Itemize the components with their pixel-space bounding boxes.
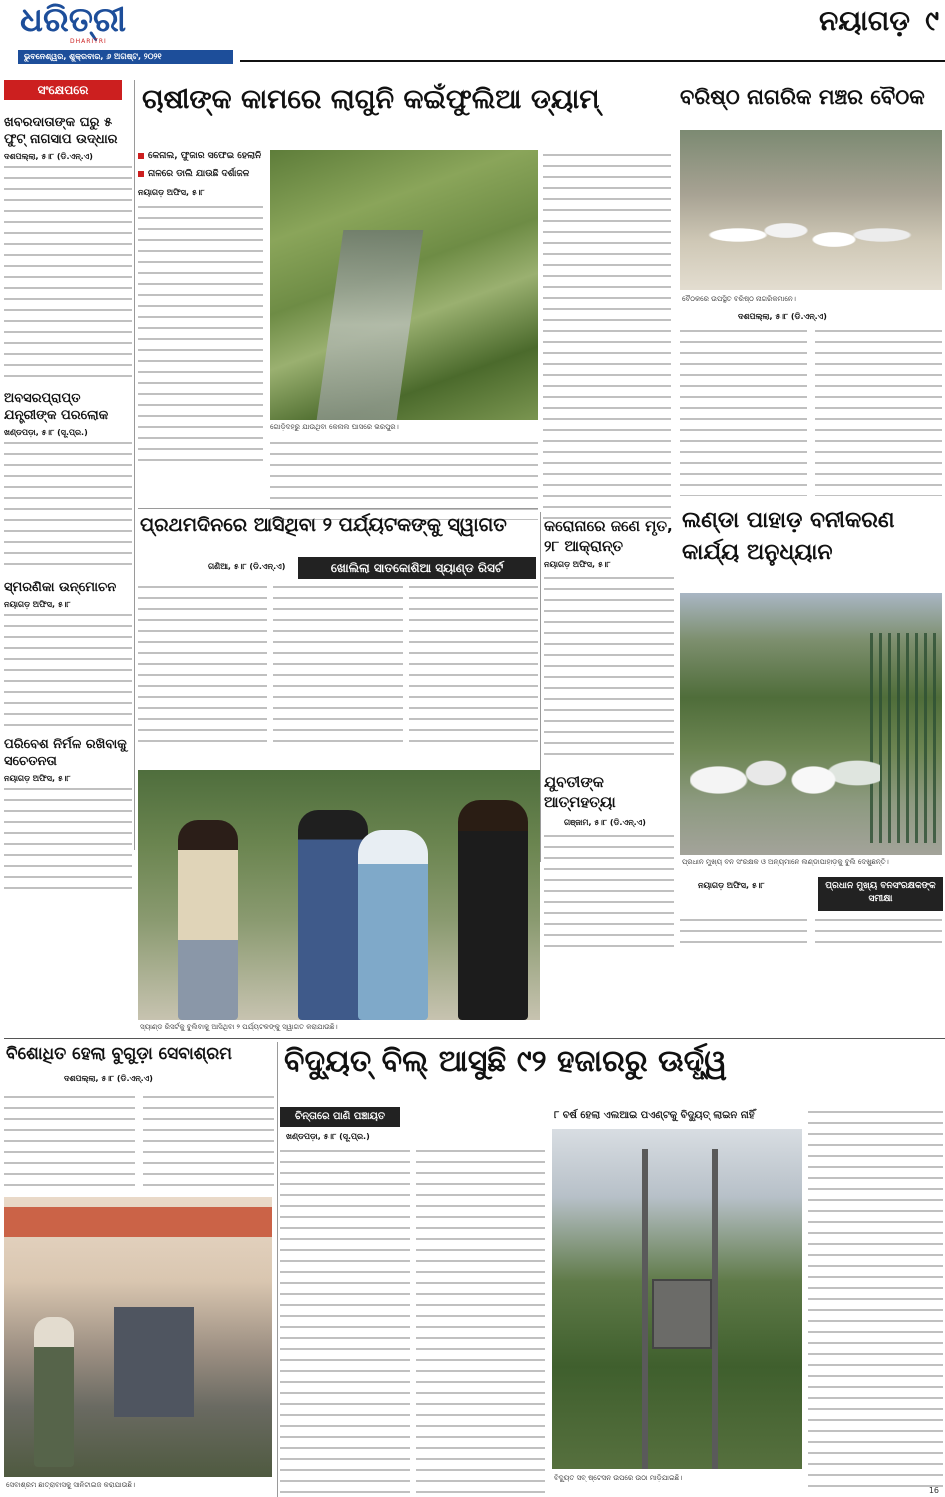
sevashram-headline: ବିଶୋଧିତ ହେଲା ବୁଗୁଡ଼ା ସେବାଶ୍ରମ [6, 1044, 232, 1064]
bill-pole-left [642, 1149, 648, 1469]
dam-bullet-2 [138, 168, 263, 180]
elders-body-col1 [680, 326, 807, 496]
sevashram-photo-caption: ସେବାଶ୍ରମ ଛାତ୍ରାବାସକୁ ସାନିଟାଇଜ କରାଯାଉଛି। [6, 1481, 136, 1489]
tourist-body-col2 [273, 582, 402, 742]
tourist-subhead: ଖୋଲିଲା ସାତକୋଶିଆ ସ୍ୟାଣ୍ଡ ରିସର୍ଟ [298, 557, 536, 579]
afforestation-photo [680, 593, 942, 855]
afforestation-body [680, 915, 942, 950]
dam-body-col1 [138, 202, 263, 462]
tourist-photo-caption: ସ୍ୟାଣ୍ଡ ରିସର୍ଟକୁ ବୁଲିବାକୁ ଆସିଥିବା ୨ ପର୍ଯ୍ୟଟକଙ୍କୁ ସ୍ୱାଗତ କରାଯାଉଛି। [140, 1023, 338, 1031]
brief-4-dateline: ନୟାଗଡ଼ ଅଫିସ, ୫।୮ [4, 774, 71, 783]
afforestation-group [690, 703, 880, 843]
brief-1-dateline: ଦଶପଲ୍ଲା, ୫।୮ (ଡି.ଏନ୍.ଏ) [4, 152, 93, 161]
logo [20, 2, 180, 46]
sevashram-photo [4, 1197, 272, 1477]
bill-photo [552, 1129, 802, 1469]
bullet-square-icon [138, 171, 144, 177]
brief-3-title: ସ୍ମରଣିକା ଉନ୍ମୋଚନ [4, 580, 117, 595]
brief-4-body [4, 784, 132, 894]
tourist-headline: ପ୍ରଥମଦିନରେ ଆସିଥିବା ୨ ପର୍ଯ୍ୟଟକଙ୍କୁ ସ୍ୱାଗତ [140, 514, 507, 536]
brief-4-title: ପରିବେଶ ନିର୍ମଳ ରଖିବାକୁ ସଚେତନତା [4, 737, 127, 769]
sevashram-dateline: ଦଶପଲ୍ଲା, ୫।୮ (ଡି.ଏନ୍.ଏ) [64, 1073, 153, 1083]
bill-body-col1 [280, 1146, 410, 1496]
sankhepare-tag: ସଂକ୍ଷେପରେ [4, 80, 122, 100]
brief-2-body [4, 438, 132, 573]
bill-body-left [280, 1146, 545, 1496]
tourist-body-col3 [409, 582, 538, 742]
elders-photo-caption: ବୈଠକରେ ଉପସ୍ଥିତ ବରିଷ୍ଠ ନାଗରିକମାନେ। [682, 295, 796, 303]
corona-dateline: ନୟାଗଡ଼ ଅଫିସ, ୫।୮ [544, 560, 611, 569]
story-bill [280, 1042, 945, 1497]
bill-tag: ଚିନ୍ତାରେ ପାଣି ପଞ୍ଚାୟତ [280, 1107, 400, 1127]
dam-bullets [138, 150, 263, 462]
sevashram-body [4, 1092, 274, 1192]
bottom-left-rule [277, 1042, 278, 1497]
tourist-dateline: ଗଣିଆ, ୫।୮ (ଡି.ଏନ୍.ଏ) [208, 562, 286, 571]
bill-photo-box [552, 1107, 802, 1497]
bill-pole-right [712, 1149, 718, 1469]
story-afforestation [678, 505, 945, 950]
elders-body [680, 326, 942, 496]
corona-headline: କରୋନାରେ ଜଣେ ମୃତ, ୨୮ ଆକ୍ରାନ୍ତ [544, 517, 673, 555]
masthead [0, 0, 945, 62]
afforestation-body-col2 [815, 915, 942, 950]
dam-body-col3 [543, 150, 671, 520]
bill-body-col2 [416, 1146, 546, 1496]
tourist-photo [138, 770, 540, 1020]
dam-dateline: ନୟାଗଡ଼ ଅଫିସ, ୫।୮ [138, 188, 205, 197]
afforestation-gate [870, 633, 940, 843]
brief-3-dateline: ନୟାଗଡ଼ ଅଫିସ, ୫।୮ [4, 600, 71, 609]
story-suicide [544, 770, 674, 940]
sevashram-body-col2 [143, 1092, 274, 1192]
brief-item-1 [4, 114, 132, 382]
elders-headline: ବରିଷ୍ଠ ନାଗରିକ ମଞ୍ଚର ବୈଠକ [680, 85, 925, 109]
elders-dateline: ଦଶପଲ୍ଲା, ୫।୮ (ଡି.ଏନ୍.ଏ) [738, 312, 827, 321]
section-name [765, 4, 945, 44]
brief-item-3 [4, 579, 132, 730]
brief-2-title: ଅବସରପ୍ରାପ୍ତ ଯନ୍ତ୍ରୀଙ୍କ ପରଲୋକ [4, 391, 109, 423]
dam-headline: ଚାଷୀଙ୍କ କାମରେ ଲାଗୁନି କଇଁଫୁଲିଆ ଡ୍ୟାମ୍ [142, 84, 600, 115]
afforestation-body-col1 [680, 915, 807, 950]
afforestation-dateline: ନୟାଗଡ଼ ଅଫିସ, ୫।୮ [698, 881, 765, 890]
suicide-body [544, 831, 674, 951]
brief-item-2 [4, 390, 132, 573]
masthead-rule [240, 60, 945, 62]
page-number: ୯ [925, 4, 939, 37]
masthead-date: ଭୁବନେଶ୍ୱର, ଶୁକ୍ରବାର, ୬ ଅଗଷ୍ଟ, ୨୦୨୧ [24, 52, 162, 61]
dam-photo-caption: ଗୋଡ଼ିଦହରୁ ଯାଉଥିବା କେନାଲ ଘାସରେ ଭରପୁର। [270, 423, 399, 431]
rule-mid-1 [138, 508, 538, 509]
sevashram-worker [34, 1317, 74, 1467]
bill-transformer [652, 1279, 712, 1349]
sevashram-doorway [114, 1307, 194, 1417]
sevashram-body-col1 [4, 1092, 135, 1192]
story-sevashram [4, 1042, 274, 1482]
bill-photo-headline: ୮ ବର୍ଷ ହେଲା ଏଲଆଇ ପଏଣ୍ଟକୁ ବିଦ୍ୟୁତ୍ ଲାଇନ ନାହିଁ [554, 1110, 755, 1121]
brief-1-body [4, 162, 132, 382]
sevashram-signboard [4, 1207, 272, 1237]
dam-bullet-1-text: କେନାଲ, ଫୁଜାର ସଫେଇ ହେଲାନି [148, 151, 262, 161]
story-corona [544, 512, 674, 767]
dam-bullet-1 [138, 150, 263, 162]
corona-rule [540, 512, 541, 862]
dam-bullet-2-text: ନାଳରେ ଡାଲି ଯାଉଛି ଦର୍ଶାଜଳ [148, 169, 250, 179]
elders-photo [680, 130, 942, 290]
bill-dateline: ଖଣ୍ଡପଡ଼ା, ୫।୮ (ସୂ.ପ୍ର.) [286, 1132, 370, 1141]
dateline-bar [18, 50, 233, 64]
tourist-body-col1 [138, 582, 267, 742]
story-dam [138, 80, 673, 525]
bill-body-right [808, 1107, 943, 1492]
corona-body [544, 573, 674, 763]
dam-water-channel [317, 230, 424, 420]
brief-1-title: ଖବରଦାତାଙ୍କ ଘରୁ ୫ ଫୁଟ୍ ନାଗସାପ ଉଦ୍ଧାର [4, 115, 118, 147]
afforestation-photo-caption: ପ୍ରଧାନ ମୁଖ୍ୟ ବନ ସଂରକ୍ଷକ ଓ ଅନ୍ୟମାନେ ଲଣ୍ଡାପାହାଡ଼କୁ ବୁଲି ଦେଖୁଛନ୍ତି। [682, 858, 889, 866]
bill-photo-caption: ବିଦ୍ୟୁତ ସବ୍ ଷ୍ଟେସନ ଉପରେ ଉଠା ମାଡ଼ିଯାଇଛି। [554, 1474, 683, 1482]
brief-item-4 [4, 736, 132, 894]
rule-mid-2 [4, 1038, 945, 1039]
tourist-person-staff [358, 830, 428, 1020]
elders-body-col2 [815, 326, 942, 496]
left-column-rule [134, 80, 135, 850]
afforestation-side-tag: ପ୍ରଧାନ ମୁଖ୍ୟ ବନସଂରକ୍ଷକଙ୍କ ସମୀକ୍ଷା [818, 877, 943, 911]
bill-body-col4 [808, 1107, 943, 1492]
brief-3-body [4, 610, 132, 730]
suicide-headline: ଯୁବତୀଙ୍କ ଆତ୍ମହତ୍ୟା [544, 773, 616, 811]
story-elders [678, 80, 945, 500]
logo-sub: DHARITRI [70, 38, 107, 45]
afforestation-headline: ଲଣ୍ଡା ପାହାଡ଼ ବନୀକରଣ କାର୍ଯ୍ୟ ଅନୁଧ୍ୟାନ [682, 508, 895, 565]
suicide-dateline: ଗଞ୍ଜାମ, ୫।୮ (ଡି.ଏନ୍.ଏ) [564, 818, 646, 827]
elders-group [690, 190, 930, 280]
sankhepare-column [4, 80, 132, 850]
dam-photo [270, 150, 538, 420]
section-title: ନୟାଗଡ଼ [818, 4, 910, 37]
logo-text: ଧରିତ୍ରୀ [20, 0, 127, 40]
tourist-body [138, 582, 538, 742]
tourist-person-left [178, 820, 238, 1020]
dam-body-col3-text [543, 150, 671, 520]
footer-page-number: 16 [928, 1486, 939, 1495]
bullet-square-icon [138, 153, 144, 159]
tourist-person-right [458, 800, 528, 1020]
bill-headline: ବିଦ୍ୟୁତ୍ ବିଲ୍ ଆସୁଛି ୯୨ ହଜାରରୁ ଊର୍ଦ୍ଧ୍ୱ [284, 1044, 727, 1079]
brief-2-dateline: ଖଣ୍ଡପଡ଼ା, ୫।୮ (ସୂ.ପ୍ର.) [4, 428, 88, 437]
